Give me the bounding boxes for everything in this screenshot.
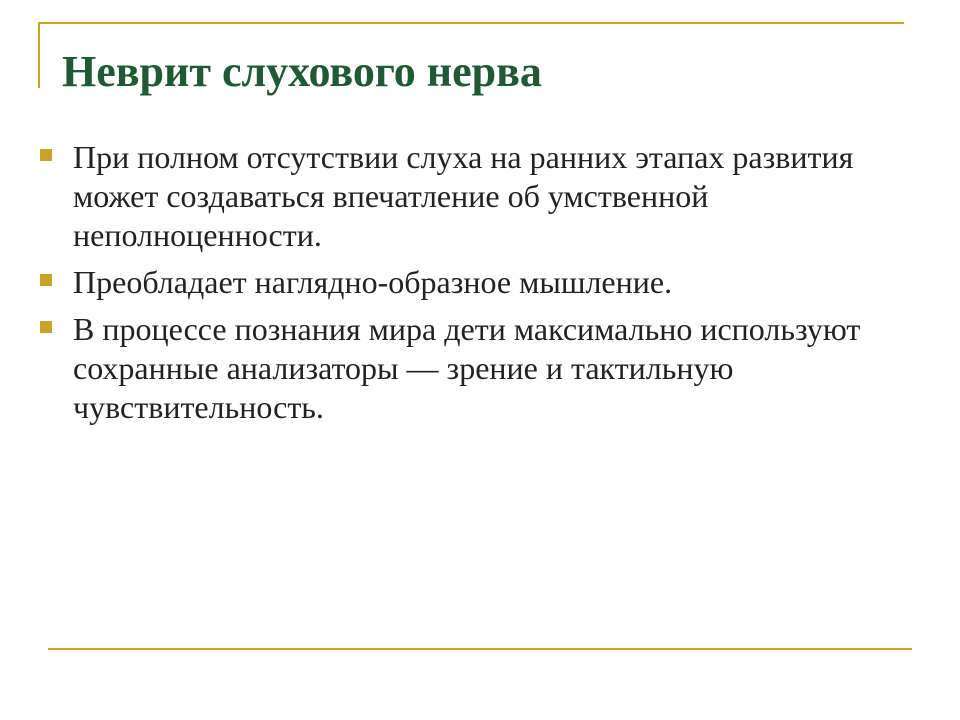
- square-bullet-icon: [40, 274, 52, 286]
- bullet-list: [40, 138, 910, 435]
- bullet-item: [40, 138, 910, 255]
- slide-title: Неврит слухового нерва: [62, 47, 542, 96]
- bullet-item: [40, 310, 910, 427]
- bullet-text: При полном отсутствии слуха на ранних этапах развития может создаваться впечатление об умственной неполноценности.: [73, 139, 854, 253]
- slide-frame-top-line: [38, 22, 904, 24]
- slide-frame-left-line: [38, 22, 40, 88]
- slide-frame-bottom-line: [48, 648, 912, 650]
- bullet-text: В процессе познания мира дети максимально используют сохранные анализаторы — зрение и тактильную чувствительность.: [73, 311, 861, 425]
- bullet-text: Преобладает наглядно-образное мышление.: [73, 264, 673, 300]
- bullet-item: [40, 263, 910, 302]
- square-bullet-icon: [40, 321, 52, 333]
- square-bullet-icon: [40, 149, 52, 161]
